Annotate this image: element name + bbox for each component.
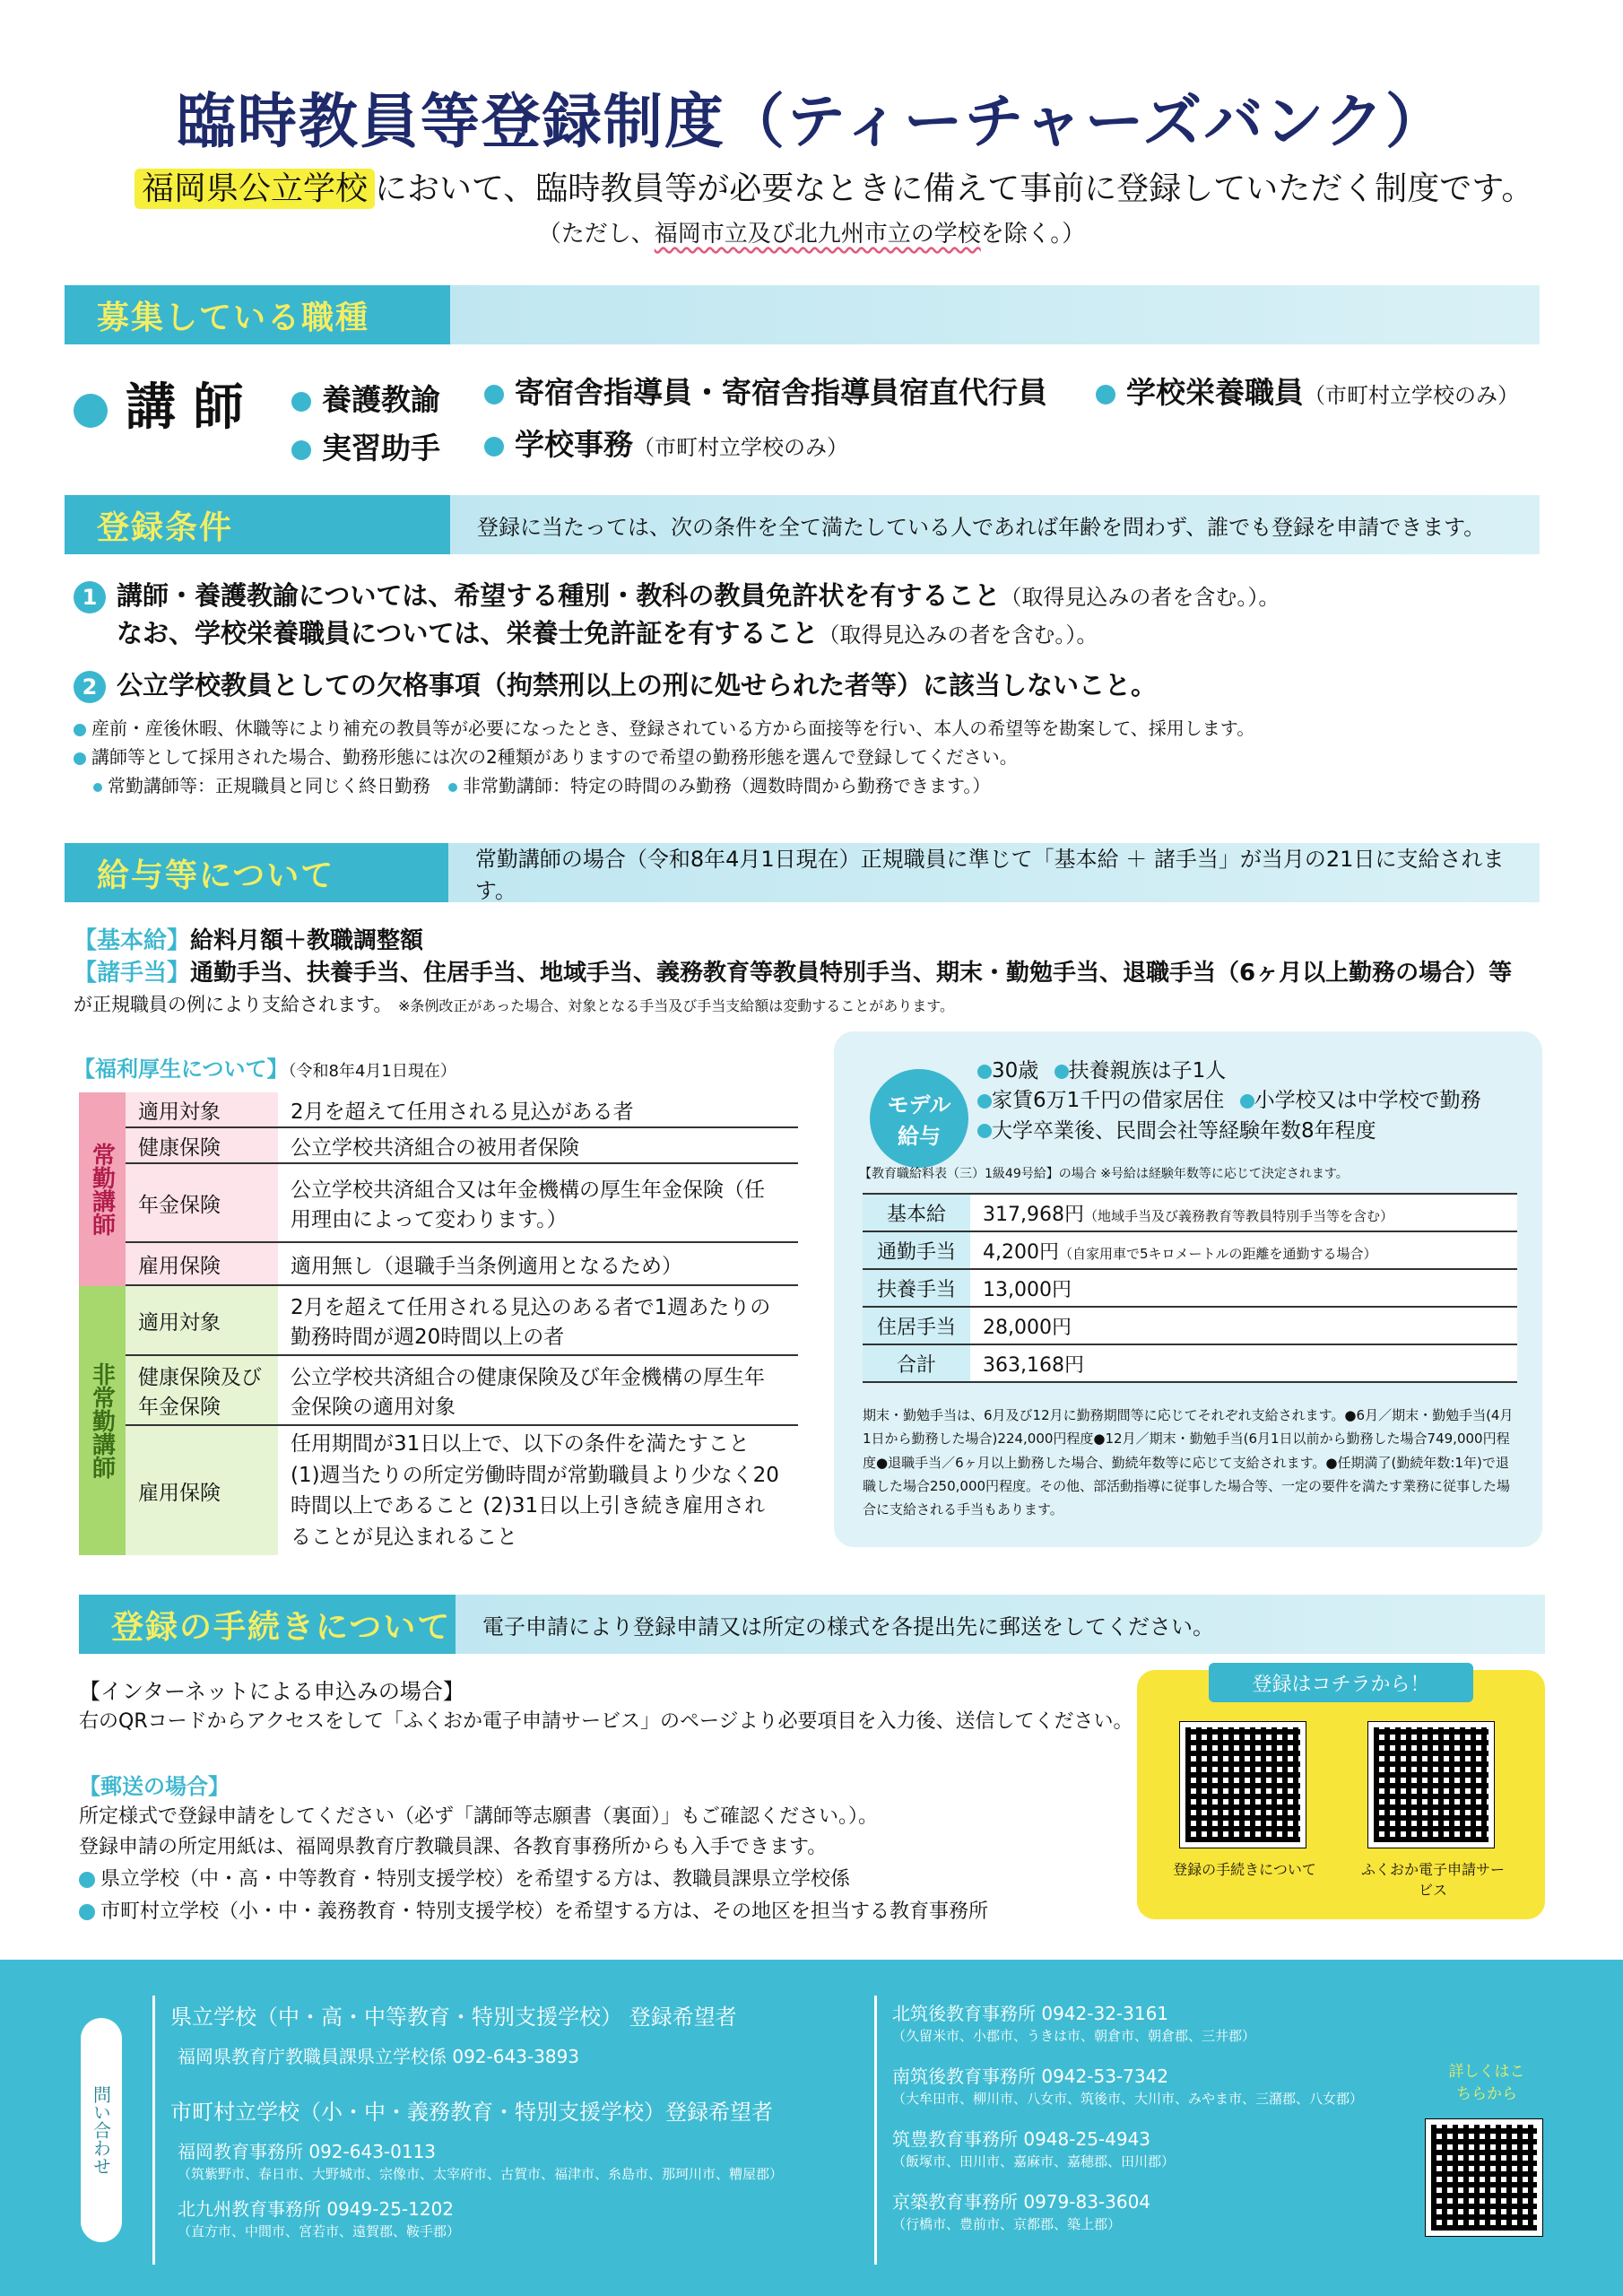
qr-code-e-application[interactable] [1368,1722,1494,1848]
bullet-icon [79,1872,95,1888]
full-time-label: 常勤講師 [79,1092,126,1286]
model-row-value: 4,200円 [983,1240,1059,1264]
subtitle [135,163,1569,209]
mail-heading: 【郵送の場合】 [79,1774,230,1799]
contact-office: 筑豊教育事務所 0948-25-4943 [892,2128,1151,2150]
note-wavy: 福岡市立及び北九州市立の学校 [654,221,981,248]
welfare-row [126,1356,798,1426]
scale-text: 【教育職給料表（三）1級49号給】の場合 [859,1167,1097,1181]
job-note: （市町村立学校のみ） [1304,383,1519,408]
note-pre: （ただし、 [537,221,655,248]
condition-1a [74,576,1280,613]
model-row-head: 合計 [863,1345,970,1381]
bullet-icon [79,1904,95,1920]
contact-area: （大牟田市、柳川市、八女市、筑後市、大川市、みやま市、三潴郡、八女郡） [892,2091,1364,2107]
scale-note: ※号給は経験年数等に応じて決定されます。 [1100,1167,1349,1181]
pay-scale [859,1164,1349,1182]
contact-office: 福岡教育事務所 092-643-0113 [178,2141,437,2162]
model-salary-box [834,1031,1542,1547]
part-time-label: 非常勤講師 [79,1286,126,1555]
job-item [484,422,848,464]
welfare-date: （令和8年4月1日現在） [288,1062,456,1081]
model-badge: モデル給与 [870,1069,968,1168]
condition-note [74,743,1018,769]
base-pay [74,922,423,955]
welfare-row [126,1092,798,1128]
row-head: 雇用保険 [138,1481,221,1505]
contact-label: 問い合わせ [81,2018,122,2242]
allow-label: 【諸手当】 [74,960,191,987]
note-text: 非常勤講師：特定の時間のみ勤務（週数時間から勤務できます。） [463,775,991,796]
row-head: 年金保険 [138,1193,221,1217]
base-label: 【基本給】 [74,927,191,954]
job-item [291,425,440,467]
note-text: 産前・産後休暇、休職等により補充の教員等が必要になったとき、登録されている方から面接等を行い、本人の希望等を勘案して、採用します。 [91,718,1255,739]
bullet-icon [74,394,108,428]
mail-text-1: 所定様式で登録申請をしてください（必ず「講師等志願書（裏面）」もご確認ください。）。 [79,1805,879,1828]
note-text: 常勤講師等：正規職員と同じく終日勤務 [108,775,430,796]
cond-small: （取得見込みの者を含む。）。 [1000,585,1280,610]
contact-area: （筑紫野市、春日市、大野城市、宗像市、太宰府市、古賀市、福津市、糸島市、那珂川市、糟屋郡） [178,2166,784,2182]
mail-text-3 [79,1864,850,1892]
note-small: ※条例改正があった場合、対象となる手当及び手当支給額は変動することがあります。 [398,997,954,1014]
job-note: （市町村立学校のみ） [633,435,848,460]
note-post: を除く。） [980,221,1086,248]
exclusion-note [0,215,1623,248]
allowances [74,954,1512,987]
subtitle-highlight: 福岡県公立学校 [135,169,375,209]
qr-title: 登録はコチラから！ [1209,1663,1473,1702]
mail-line: 県立学校（中・高・中等教育・特別支援学校）を希望する方は、教職員課県立学校係 [100,1868,851,1891]
salary-label: 給与等について [65,843,448,902]
conditions-desc: 登録に当たっては、次の条件を全て満たしている人であれば年齢を問わず、誰でも登録を申請できます。 [477,514,1486,540]
qr-caption-1: 登録の手続きについて [1173,1861,1316,1878]
bullet-icon [448,783,457,792]
bullet-icon [291,392,311,412]
contact-area: （直方市、中間市、宮若市、遠賀郡、鞍手郡） [178,2223,461,2239]
welfare-heading [74,1051,456,1083]
model-row-value: 28,000円 [983,1316,1072,1339]
contact-head: 県立学校（中・高・中等教育・特別支援学校） 登録希望者 [170,2005,737,2030]
model-row-value: 363,168円 [983,1353,1084,1377]
row-value: 公立学校共済組合の健康保険及び年金機構の厚生年金保険の適用対象 [291,1366,765,1419]
welfare-row [126,1128,798,1164]
model-point: 小学校又は中学校で勤務 [1254,1089,1481,1113]
contact-head: 市町村立学校（小・中・義務教育・特別支援学校）登録希望者 [170,2100,773,2125]
bullet-icon [484,385,504,404]
cond-small: （取得見込みの者を含む。）。 [818,622,1098,648]
row-value: 適用無し（退職手当条例適用となるため） [291,1254,682,1278]
model-footnote: 期末・勤勉手当は、6月及び12月に勤務期間等に応じてそれぞれ支給されます。●6月／期末・勤勉手当(4月1日から勤務した場合)224,000円程度●12月／期末・勤勉手当(6月1日以前から勤務した場合749,000円程度●退職手当／6ヶ月以上勤務した場合、勤続年数等に応じて支給されます。●任期満了(勤続年数:1年)で退職した場合250,000円程度。その他、部活動指導に従事した場合等、一定の要件を満たす業務に従事した場合に支給される手当もあります。 [863,1407,1514,1518]
salary-note [74,990,954,1017]
job-label: 学校栄養職員 [1126,375,1304,410]
row-head: 適用対象 [138,1310,221,1335]
model-row-note: （地域手当及び義務教育等教員特別手当等を含む） [1083,1207,1393,1224]
model-point: 30歳 [992,1059,1039,1083]
model-row [863,1232,1517,1270]
welfare-label: 【福利厚生について】 [74,1057,289,1082]
recruit-band [65,285,1540,344]
mail-text-4 [79,1896,988,1924]
mail-line: 市町村立学校（小・中・義務教育・特別支援学校）を希望する方は、その地区を担当する教育事務所 [100,1900,989,1923]
job-label: 寄宿舎指導員・寄宿舎指導員宿直代行員 [515,375,1047,410]
procedure-band [79,1595,1545,1654]
salary-band [65,843,1540,902]
procedure-label: 登録の手続きについて [79,1595,456,1654]
job-item [1096,370,1519,412]
contact-office: 南筑後教育事務所 0942-53-7342 [892,2066,1169,2087]
job-label: 学校事務 [515,427,633,462]
more-info-label: 詳しくはこちらから [1448,2063,1525,2103]
net-text: 右のQRコードからアクセスをして「ふくおか電子申請サービス」のページより必要項目を入力後、送信してください。 [79,1710,1133,1733]
row-value: 2月を超えて任用される見込がある者 [291,1100,634,1124]
row-head: 雇用保険 [138,1254,221,1278]
contact-footer [0,1960,1623,2296]
cond-text: 公立学校教員としての欠格事項（拘禁刑以上の刑に処せられた者等）に該当しないこと。 [117,670,1158,700]
bullet-icon [74,752,86,765]
row-value: 任用期間が31日以上で、以下の条件を満たすこと (1)週当たりの所定労働時間が常勤職員より少なく20時間以上であること (2)31日以上引き続き雇用されることが見込まれること [291,1432,779,1549]
conditions-band [65,495,1540,554]
welfare-row [126,1286,798,1356]
model-row-head: 基本給 [863,1195,970,1231]
row-head: 適用対象 [138,1100,221,1124]
allow-text: 通勤手当、扶養手当、住居手当、地域手当、義務教育等教員特別手当、期末・勤勉手当、退職手当（6ヶ月以上勤務の場合）等 [190,960,1513,987]
model-row-note: （自家用車で5キロメートルの距離を通勤する場合） [1058,1245,1377,1262]
job-label: 養護教諭 [322,382,440,417]
condition-2 [74,665,1157,703]
model-row [863,1195,1517,1232]
contact-area: （行橋市、豊前市、京都郡、築上郡） [892,2216,1122,2232]
condition-note [93,771,430,797]
base-text: 給料月額＋教職調整額 [190,927,424,954]
qr-caption-2: ふくおか電子申請サービス [1361,1861,1506,1899]
conditions-label: 登録条件 [65,495,450,554]
bullet-icon [74,724,86,736]
contact-right-divider [874,1996,877,2265]
row-head: 健康保険及び年金保険 [138,1366,262,1419]
bullet-icon [977,1094,992,1109]
model-row-head: 扶養手当 [863,1270,970,1306]
page-title: 臨時教員等登録制度（ティーチャーズバンク） [176,87,1447,156]
row-value: 公立学校共済組合又は年金機構の厚生年金保険（任用理由によって変わります。） [291,1178,765,1231]
cond-text: なお、学校栄養職員については、栄養士免許証を有すること [117,618,819,648]
contact-office: 北筑後教育事務所 0942-32-3161 [892,2003,1169,2024]
note-text: が正規職員の例により支給されます。 [74,994,393,1015]
bullet-icon [93,783,102,792]
contact-office: 京築教育事務所 0979-83-3604 [892,2191,1151,2213]
welfare-table [126,1092,798,1555]
salary-desc: 常勤講師の場合（令和8年4月1日現在）正規職員に準じて「基本給 ＋ 諸手当」が当月の21日に支給されます。 [474,847,1505,903]
bullet-icon [977,1065,992,1079]
bullet-icon [1055,1065,1069,1079]
job-item [291,377,440,419]
mail-text-2: 登録申請の所定用紙は、福岡県教育庁教職員課、各教育事務所からも入手できます。 [79,1836,828,1858]
recruit-label: 募集している職種 [65,285,450,344]
qr-code-more-info[interactable] [1426,2119,1542,2236]
model-points [977,1057,1533,1146]
model-row-value: 13,000円 [983,1278,1072,1301]
model-point: 扶養親族は子1人 [1068,1059,1227,1083]
contact-area: （久留米市、小郡市、うきは市、朝倉市、朝倉郡、三井郡） [892,2028,1256,2044]
model-row [863,1308,1517,1345]
condition-note [448,771,990,797]
model-row [863,1345,1517,1383]
main-job [74,368,244,439]
welfare-row [126,1426,798,1555]
row-value: 2月を超えて任用される見込のある者で1週あたりの勤務時間が週20時間以上の者 [291,1296,771,1349]
number-2-icon: 2 [74,671,106,703]
bullet-icon [1096,385,1115,404]
model-table [863,1193,1517,1383]
contact-office: 北九州教育事務所 0949-25-1202 [178,2198,455,2220]
main-job-label: 講 師 [126,378,244,437]
model-row [863,1270,1517,1308]
row-head: 健康保険 [138,1135,221,1160]
subtitle-text: において、臨時教員等が必要なときに備えて事前に登録していただく制度です。 [375,170,1534,207]
model-row-head: 住居手当 [863,1308,970,1344]
bullet-icon [1240,1094,1254,1109]
row-value: 公立学校共済組合の被用者保険 [291,1135,579,1160]
bullet-icon [977,1124,992,1138]
note-text: 講師等として採用された場合、勤務形態には次の2種類がありますので希望の勤務形態を選んで登録してください。 [91,746,1018,768]
condition-1b [117,613,1098,650]
model-point: 家賃6万1千円の借家居住 [992,1089,1225,1113]
qr-box [1137,1670,1545,1919]
cond-text: 講師・養護教諭については、希望する種別・教科の教員免許状を有すること [117,580,1001,611]
contact-office: 福岡県教育庁教職員課県立学校係 092-643-3893 [178,2046,580,2067]
condition-note [74,714,1254,740]
job-item [484,370,1047,412]
bullet-icon [291,440,311,460]
model-row-value: 317,968円 [983,1203,1084,1226]
procedure-desc: 電子申請により登録申請又は所定の様式を各提出先に郵送をしてください。 [482,1613,1214,1639]
bullet-icon [484,437,504,457]
net-heading: 【インターネットによる申込みの場合】 [79,1679,464,1704]
welfare-row [126,1243,798,1286]
model-row-head: 通勤手当 [863,1232,970,1268]
qr-code-procedure[interactable] [1180,1722,1306,1848]
contact-area: （飯塚市、田川市、嘉麻市、嘉穂郡、田川郡） [892,2153,1176,2170]
model-point: 大学卒業後、民間会社等経験年数8年程度 [992,1118,1376,1143]
welfare-row [126,1164,798,1243]
job-label: 実習助手 [322,430,440,465]
number-1-icon: 1 [74,581,106,613]
